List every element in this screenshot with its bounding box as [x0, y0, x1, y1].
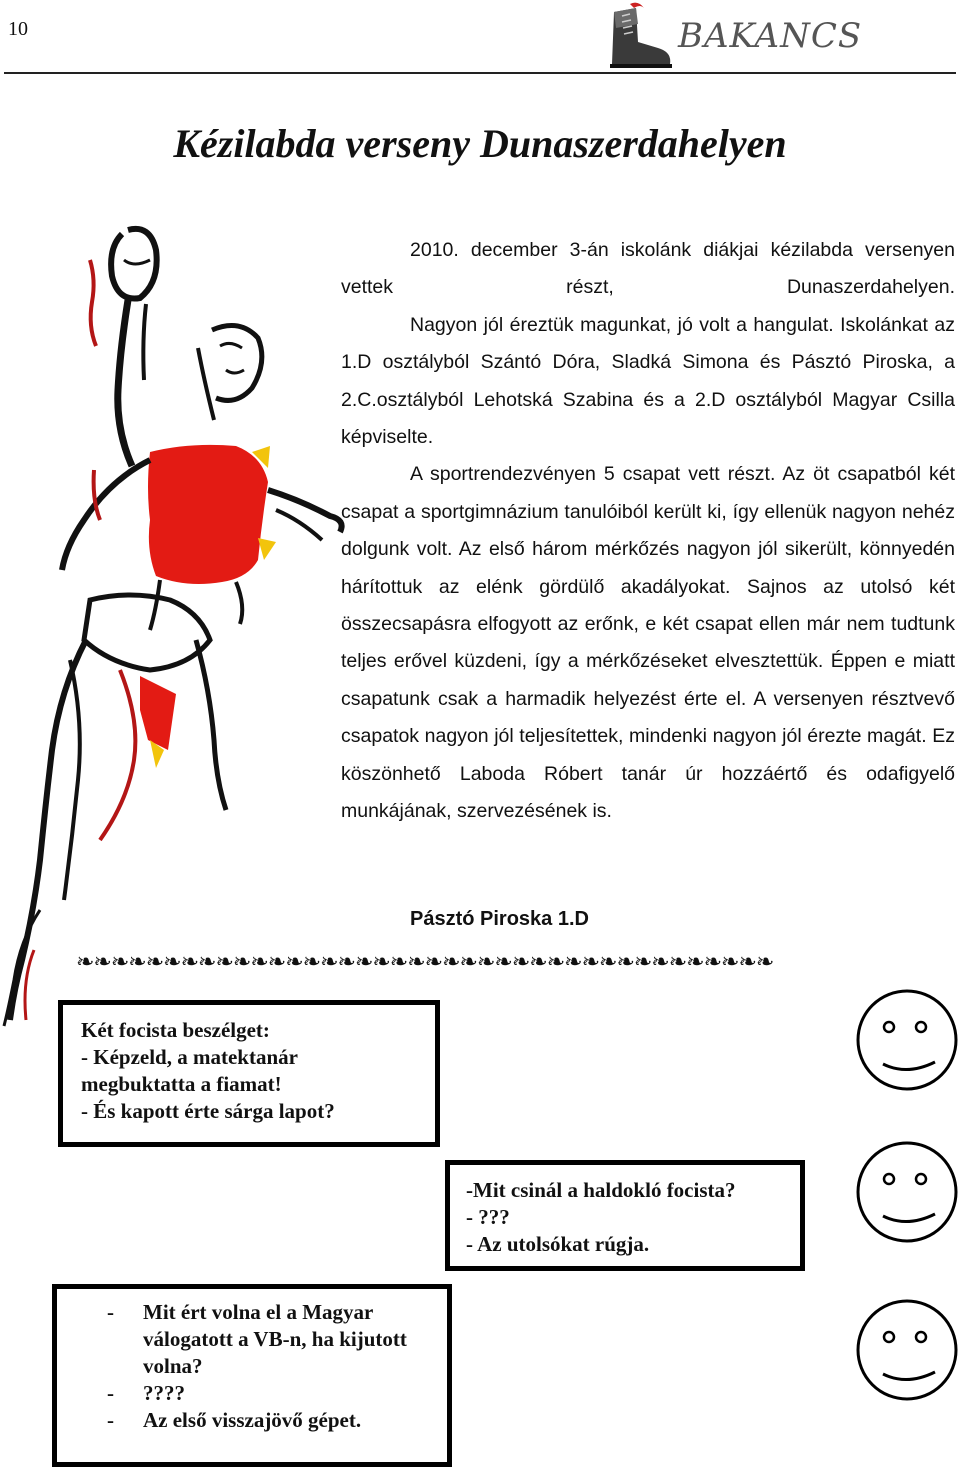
article-paragraph: Nagyon jól éreztük magunkat, jó volt a hangulat. Iskolánkat az 1.D osztályból Szántó Dóra, Sladká Simona és Pásztó Piroska, a 2.C.osztályból Lehotská Szabina és a 2.D osztályból Magyar Csilla képviselte.: [341, 313, 955, 449]
joke-line: Két focista beszélget:: [81, 1018, 270, 1042]
joke-line: - ???: [466, 1205, 510, 1229]
smiley-face-icon: [855, 1298, 959, 1402]
ornament-divider: ❧❧❧❧❧❧❧❧❧❧❧❧❧❧❧❧❧❧❧❧❧❧❧❧❧❧❧❧❧❧❧❧❧❧❧❧❧❧❧❧: [76, 950, 774, 975]
handball-player-illustration: [0, 220, 350, 1030]
boot-logo-icon: [600, 2, 680, 72]
article-paragraph: A sportrendezvényen 5 csapat vett részt. Az öt csapatból két csapat a sportgimnázium tanulóiból került ki, így ellenük nagyon nehéz dolgunk volt. Az első három mérkőzés nagyon jól sikerült, könnyedén hárítottuk az elénk gördülő akadályokat. Sajnos az utolsó két összecsapásra elfogyott az erőnk, e két csapat ellen már nem tudtunk teljes erővel küzdeni, így a mérkőzéseket elvesztettük. Éppen e miatt csapatunk csak a harmadik helyezést érte el. A versenyen résztvevő csapatok nagyon jól teljesítettek, mindenki nagyon jól érezte magát. Ez köszönhető Laboda Róbert tanár úr hozzáértő és odafigyelő munkájának, szervezésének is.: [341, 463, 955, 823]
joke-box: [445, 1160, 805, 1271]
smiley-face-icon: [855, 988, 959, 1092]
joke-line: megbuktatta a fiamat!: [81, 1072, 282, 1096]
logo-text: BAKANCS: [678, 16, 863, 56]
page-number: 10: [8, 18, 28, 40]
header-divider: [4, 72, 956, 74]
smiley-face-icon: [855, 1140, 959, 1244]
article-paragraph: 2010. december 3-án iskolánk diákjai kézilabda versenyen vettek részt, Dunaszerdahelyen.: [341, 239, 955, 299]
joke-line: - Az utolsókat rúgja.: [466, 1232, 650, 1256]
joke-line: ????: [143, 1381, 185, 1405]
joke-line: - Képzeld, a matektanár: [81, 1045, 298, 1069]
list-dash: -: [107, 1300, 114, 1324]
joke-line: -Mit csinál a haldokló focista?: [466, 1178, 736, 1202]
joke-list-item: [107, 1407, 433, 1434]
joke-line: Mit ért volna el a Magyar válogatott a VB-n, ha kijutott volna?: [143, 1300, 407, 1378]
joke-line: Az első visszajövő gépet.: [143, 1408, 362, 1432]
list-dash: -: [107, 1381, 114, 1405]
joke-line: - És kapott érte sárga lapot?: [81, 1099, 335, 1123]
article-author: Pásztó Piroska 1.D: [410, 908, 589, 930]
joke-box: [52, 1284, 452, 1467]
list-dash: -: [107, 1408, 114, 1432]
joke-list-item: [107, 1299, 433, 1380]
article-body: [341, 232, 955, 831]
joke-box: [58, 1000, 440, 1147]
article-title: Kézilabda verseny Dunaszerdahelyen: [173, 121, 787, 166]
joke-list-item: [107, 1380, 433, 1407]
magazine-logo: [600, 2, 910, 72]
